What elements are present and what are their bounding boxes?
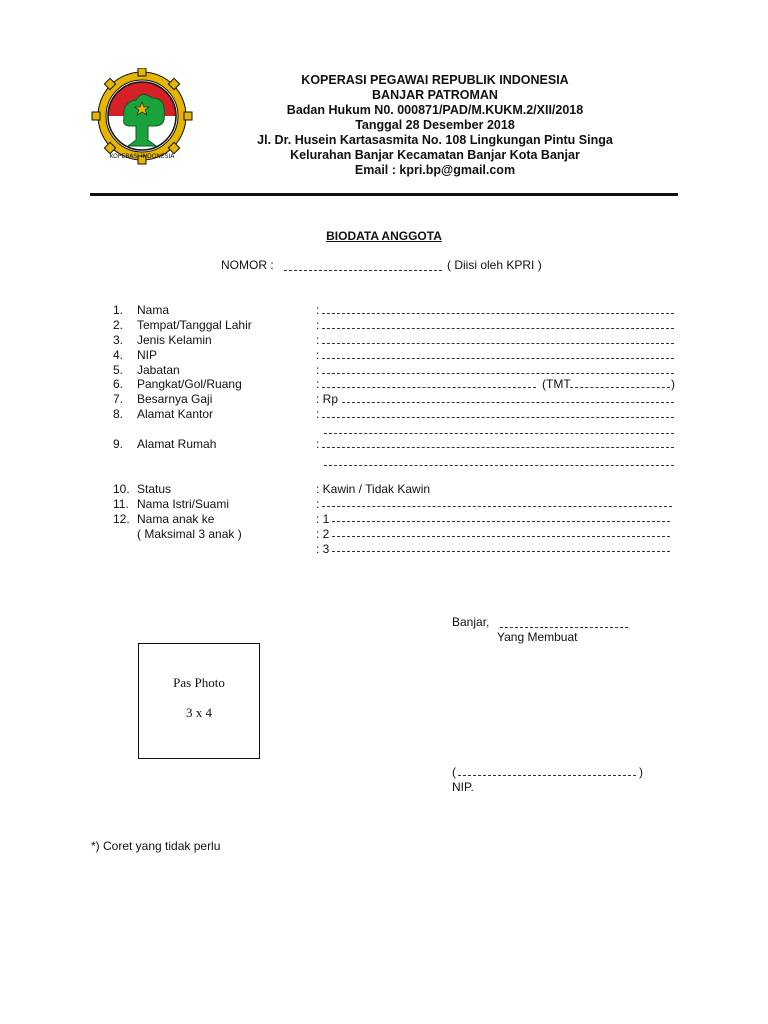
kpri-logo-graphic: [86, 68, 198, 168]
field-num: 10.: [113, 482, 130, 496]
photo-size: 3 x 4: [186, 705, 212, 720]
field-input-ttl[interactable]: [322, 328, 674, 329]
field-num: 5.: [113, 363, 124, 377]
field-num: 9.: [113, 437, 124, 451]
anak-1-prefix: : 1: [316, 512, 330, 526]
field-colon: :: [316, 407, 320, 421]
field-input-alamat-kantor-2[interactable]: [324, 433, 674, 434]
footnote: *) Coret yang tidak perlu: [91, 839, 221, 853]
anak-note: ( Maksimal 3 anak ): [137, 527, 242, 541]
field-input-pangkat[interactable]: [322, 387, 536, 388]
sign-maker: Yang Membuat: [497, 630, 578, 644]
anak-2-prefix: : 2: [316, 527, 330, 541]
legal-date: Tanggal 28 Desember 2018: [355, 118, 515, 132]
header-divider: [90, 193, 678, 196]
field-input-jabatan[interactable]: [322, 373, 674, 374]
field-colon: :: [316, 437, 320, 451]
field-input-gaji[interactable]: [342, 402, 674, 403]
kpri-logo: [86, 68, 198, 168]
photo-label: Pas Photo: [173, 675, 225, 690]
field-input-jenis-kelamin[interactable]: [322, 343, 674, 344]
sign-name-field[interactable]: [458, 775, 636, 776]
field-num: 12.: [113, 512, 130, 526]
logo-caption: KOPERASI INDONESIA: [109, 153, 175, 160]
field-prefix-rp: : Rp: [316, 392, 339, 406]
field-label-jenis-kelamin: Jenis Kelamin: [137, 333, 212, 347]
field-label-ttl: Tempat/Tanggal Lahir: [137, 318, 252, 332]
field-colon: :: [316, 377, 320, 391]
field-label-gaji: Besarnya Gaji: [137, 392, 213, 406]
nomor-note: ( Diisi oleh KPRI ): [447, 258, 542, 272]
field-colon: :: [316, 348, 320, 362]
field-label-alamat-rumah: Alamat Rumah: [137, 437, 217, 451]
field-label-pasangan: Nama Istri/Suami: [137, 497, 230, 511]
field-num: 2.: [113, 318, 124, 332]
field-input-anak-1[interactable]: [332, 521, 670, 522]
field-input-alamat-kantor[interactable]: [322, 417, 674, 418]
field-num: 8.: [113, 407, 124, 421]
field-colon: :: [316, 303, 320, 317]
address-district: Kelurahan Banjar Kecamatan Banjar Kota Banjar: [290, 148, 580, 162]
field-num: 7.: [113, 392, 124, 406]
field-input-nama[interactable]: [322, 313, 674, 314]
org-branch: BANJAR PATROMAN: [372, 88, 498, 102]
field-colon: :: [316, 318, 320, 332]
field-input-anak-2[interactable]: [332, 536, 670, 537]
field-input-pasangan[interactable]: [322, 506, 672, 507]
field-num: 1.: [113, 303, 124, 317]
field-input-nip[interactable]: [322, 358, 674, 359]
tmt-label: (TMT: [542, 377, 571, 391]
field-label-nip: NIP: [137, 348, 158, 362]
field-input-alamat-rumah[interactable]: [322, 447, 674, 448]
field-num: 6.: [113, 377, 124, 391]
anak-3-prefix: : 3: [316, 542, 330, 556]
field-label-pangkat: Pangkat/Gol/Ruang: [137, 377, 242, 391]
field-num: 11.: [113, 497, 129, 511]
nomor-label: NOMOR :: [221, 258, 274, 272]
sign-nip: NIP.: [452, 780, 474, 794]
org-name: KOPERASI PEGAWAI REPUBLIK INDONESIA: [301, 73, 569, 87]
field-label-jabatan: Jabatan: [137, 363, 180, 377]
field-colon: :: [316, 333, 320, 347]
field-input-tmt[interactable]: [570, 387, 670, 388]
field-label-alamat-kantor: Alamat Kantor: [137, 407, 214, 421]
field-num: 3.: [113, 333, 124, 347]
form-title: BIODATA ANGGOTA: [326, 229, 442, 243]
field-label-nama: Nama: [137, 303, 170, 317]
nomor-field[interactable]: [284, 270, 442, 271]
email-line: Email : kpri.bp@gmail.com: [354, 163, 516, 177]
sign-date-field[interactable]: [500, 627, 628, 628]
field-input-alamat-rumah-2[interactable]: [324, 465, 674, 466]
photo-box: [138, 643, 260, 759]
field-label-status: Status: [137, 482, 172, 496]
field-label-anak: Nama anak ke: [137, 512, 215, 526]
address-line: Jl. Dr. Husein Kartasasmita No. 108 Lingkungan Pintu Singa: [257, 133, 613, 147]
field-colon: :: [316, 497, 320, 511]
sign-place: Banjar,: [452, 615, 490, 629]
field-input-anak-3[interactable]: [332, 551, 670, 552]
tmt-close: ): [671, 377, 675, 391]
field-status-options[interactable]: : Kawin / Tidak Kawin: [316, 482, 431, 496]
field-colon: :: [316, 363, 320, 377]
sign-paren-open: (: [452, 765, 456, 779]
sign-paren-close: ): [639, 765, 643, 779]
legal-number: Badan Hukum N0. 000871/PAD/M.KUKM.2/XII/2018: [286, 103, 584, 117]
field-num: 4.: [113, 348, 124, 362]
